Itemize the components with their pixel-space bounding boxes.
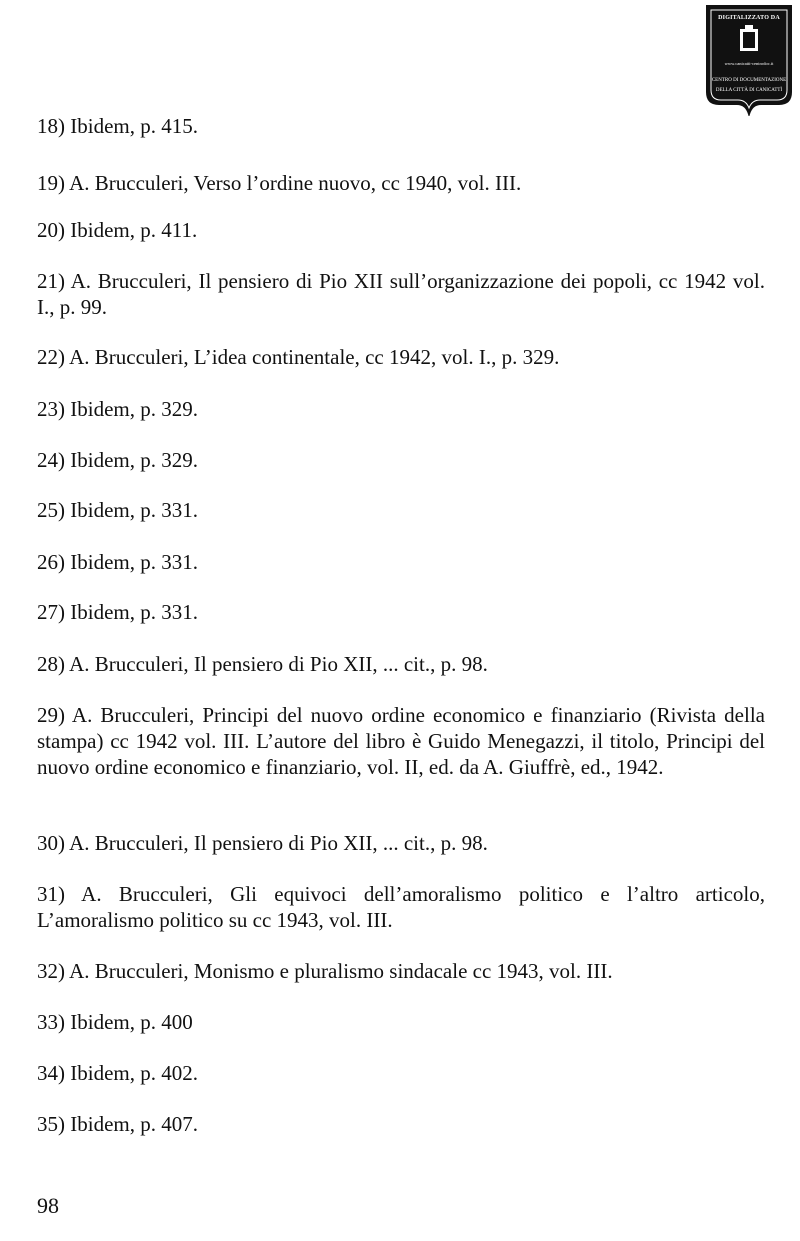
footnote-24: 24) Ibidem, p. 329. (37, 448, 198, 472)
footnote-33: 33) Ibidem, p. 400 (37, 1010, 193, 1034)
footnote-34: 34) Ibidem, p. 402. (37, 1061, 198, 1085)
stamp-line-1: CENTRO DI DOCUMENTAZIONE (711, 78, 787, 83)
footnote-29: 29) A. Brucculeri, Principi del nuovo ordine economico e finanziario (Rivista della stampa) cc 1942 vol. III. L’autore del libro è Guido Menegazzi, il titolo, Principi del nuovo ordine economico e finanziario, vol. II, ed. da A. Giuffrè, ed., 1942. (37, 703, 765, 779)
footnote-20: 20) Ibidem, p. 411. (37, 218, 198, 242)
footnote-22: 22) A. Brucculeri, L’idea continentale, cc 1942, vol. I., p. 329. (37, 345, 560, 369)
page-number: 98 (37, 1193, 59, 1218)
footnote-32: 32) A. Brucculeri, Monismo e pluralismo sindacale cc 1943, vol. III. (37, 959, 613, 983)
footnote-21: 21) A. Brucculeri, Il pensiero di Pio XII sull’organizzazione dei popoli, cc 1942 vol. I., p. 99. (37, 269, 765, 319)
footnote-23: 23) Ibidem, p. 329. (37, 397, 198, 421)
stamp-line-2: DELLA CITTÀ DI CANICATTÌ (715, 88, 783, 93)
footnote-19: 19) A. Brucculeri, Verso l’ordine nuovo, cc 1940, vol. III. (37, 171, 522, 195)
footnote-28: 28) A. Brucculeri, Il pensiero di Pio XII, ... cit., p. 98. (37, 652, 488, 676)
stamp-title: DIGITALIZZATO DA (718, 15, 780, 21)
footnote-18: 18) Ibidem, p. 415. (37, 114, 198, 138)
digitization-stamp (705, 4, 793, 116)
footnote-30: 30) A. Brucculeri, Il pensiero di Pio XII, ... cit., p. 98. (37, 831, 488, 855)
footnote-31: 31) A. Brucculeri, Gli equivoci dell’amoralismo politico e l’altro articolo, L’amoralismo politico su cc 1943, vol. III. (37, 882, 765, 932)
footnote-35: 35) Ibidem, p. 407. (37, 1112, 198, 1136)
footnote-27: 27) Ibidem, p. 331. (37, 600, 198, 624)
footnote-25: 25) Ibidem, p. 331. (37, 498, 198, 522)
footnote-26: 26) Ibidem, p. 331. (37, 550, 198, 574)
stamp-url: www.canicatti-centrodoc.it (724, 61, 774, 66)
